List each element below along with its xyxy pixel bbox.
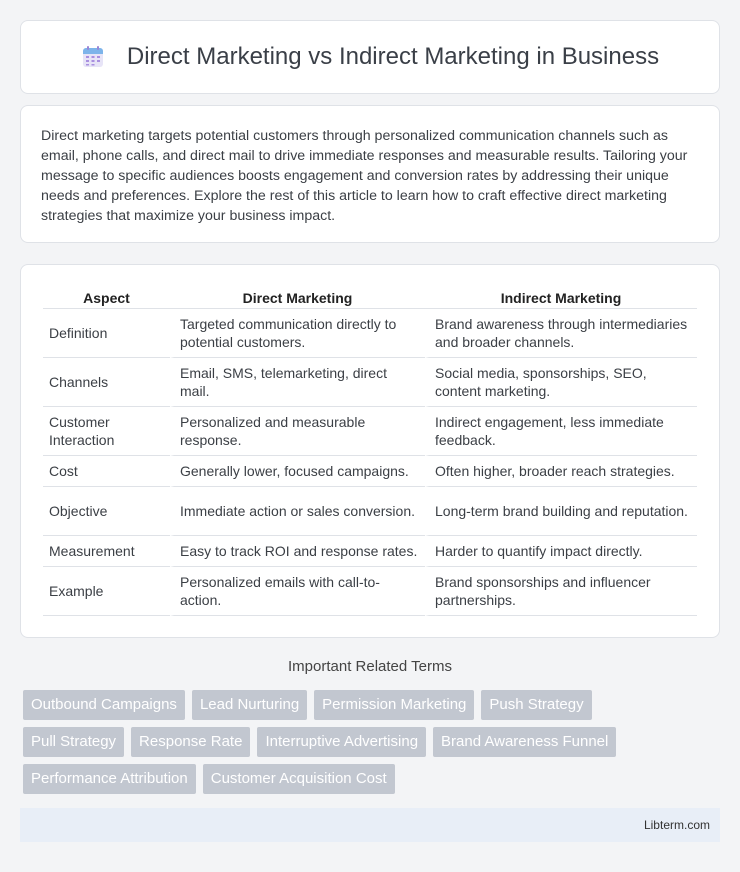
table-cell: Generally lower, focused campaigns. <box>170 456 425 487</box>
header-aspect: Aspect <box>43 285 170 309</box>
comparison-table-card <box>20 264 720 638</box>
header-indirect: Indirect Marketing <box>425 285 697 309</box>
calendar-icon <box>81 45 105 69</box>
tag-interruptive-advertising[interactable]: Interruptive Advertising <box>257 727 426 757</box>
table-cell: Objective <box>43 487 170 536</box>
table-cell: Cost <box>43 456 170 487</box>
tag-push-strategy[interactable]: Push Strategy <box>481 690 591 720</box>
table-cell: Email, SMS, telemarketing, direct mail. <box>170 358 425 407</box>
table-cell: Personalized and measurable response. <box>170 407 425 456</box>
table-cell: Customer Interaction <box>43 407 170 456</box>
tag-permission-marketing[interactable]: Permission Marketing <box>314 690 474 720</box>
tag-pull-strategy[interactable]: Pull Strategy <box>23 727 124 757</box>
table-cell: Immediate action or sales conversion. <box>170 487 425 536</box>
table-cell: Targeted communication directly to potential customers. <box>170 309 425 358</box>
table-cell: Brand awareness through intermediaries and broader channels. <box>425 309 697 358</box>
table-cell: Often higher, broader reach strategies. <box>425 456 697 487</box>
title-card <box>20 20 720 94</box>
table-row <box>43 536 697 567</box>
tag-brand-awareness-funnel[interactable]: Brand Awareness Funnel <box>433 727 616 757</box>
table-cell: Personalized emails with call-to-action. <box>170 567 425 616</box>
table-cell: Long-term brand building and reputation. <box>425 487 697 536</box>
related-terms-tags <box>23 690 723 801</box>
intro-card <box>20 105 720 243</box>
table-header-row <box>43 285 697 309</box>
table-row <box>43 309 697 358</box>
tag-row <box>23 690 723 720</box>
tag-response-rate[interactable]: Response Rate <box>131 727 250 757</box>
table-cell: Measurement <box>43 536 170 567</box>
comparison-table <box>43 285 697 616</box>
table-row <box>43 487 697 536</box>
footer-site-link[interactable]: Libterm.com <box>643 818 710 832</box>
table-cell: Definition <box>43 309 170 358</box>
tag-customer-acquisition-cost[interactable]: Customer Acquisition Cost <box>203 764 395 794</box>
related-terms-title: Important Related Terms <box>288 658 452 675</box>
table-cell: Harder to quantify impact directly. <box>425 536 697 567</box>
tag-row <box>23 764 723 794</box>
table-cell: Brand sponsorships and influencer partnerships. <box>425 567 697 616</box>
tag-lead-nurturing[interactable]: Lead Nurturing <box>192 690 307 720</box>
footer <box>20 808 720 842</box>
table-cell: Example <box>43 567 170 616</box>
tag-outbound-campaigns[interactable]: Outbound Campaigns <box>23 690 185 720</box>
table-row <box>43 358 697 407</box>
intro-paragraph: Direct marketing targets potential customers through personalized communication channels such as email, phone calls, and direct mail to drive immediate responses and measurable results. Tailoring your message to specific audiences boosts engagement and conversion rates by addressing their unique needs and preferences. Explore the rest of this article to learn how to craft effective direct marketing strategies that maximize your business impact. <box>41 128 688 224</box>
tag-row <box>23 727 723 757</box>
tag-performance-attribution[interactable]: Performance Attribution <box>23 764 196 794</box>
table-cell: Social media, sponsorships, SEO, content marketing. <box>425 358 697 407</box>
table-cell: Easy to track ROI and response rates. <box>170 536 425 567</box>
table-row <box>43 456 697 487</box>
header-direct: Direct Marketing <box>170 285 425 309</box>
table-cell: Channels <box>43 358 170 407</box>
table-row <box>43 407 697 456</box>
page-title: Direct Marketing vs Indirect Marketing in Business <box>126 43 660 70</box>
table-cell: Indirect engagement, less immediate feedback. <box>425 407 697 456</box>
table-row <box>43 567 697 616</box>
